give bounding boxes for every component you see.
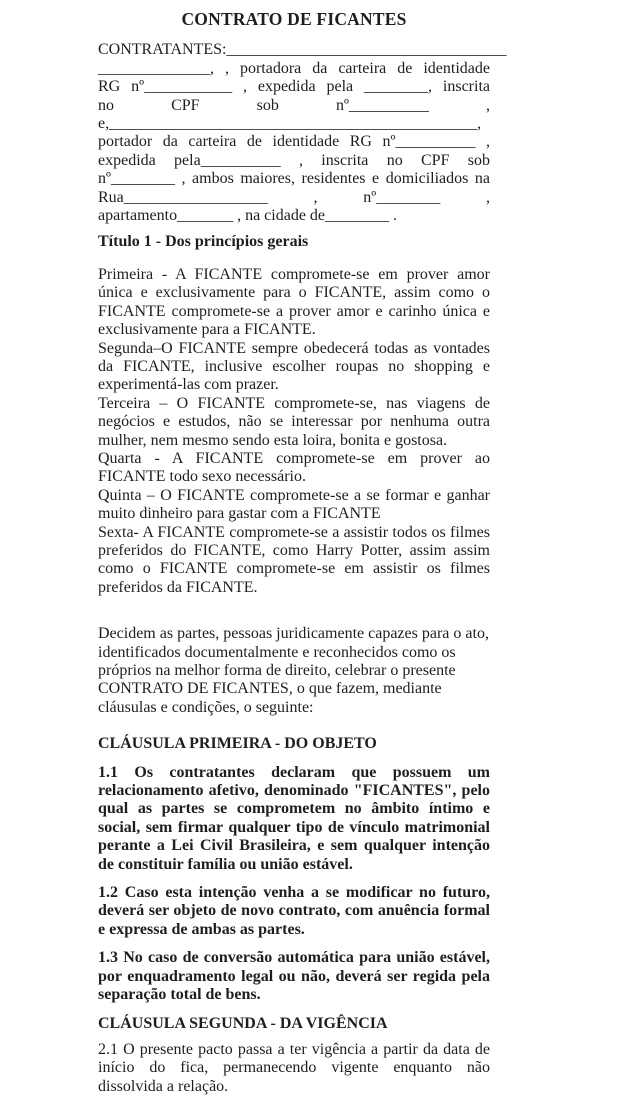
- parties-block: [98, 41, 507, 225]
- party-line-9: Rua__________________ , nº________ ,: [98, 188, 490, 206]
- party-line-5: e,______________________________________________,: [98, 115, 482, 133]
- preamble-paragraph: Decidem as partes, pessoas juridicamente capazes para o ato, identificados documentalmente e reconhecidos como os próprios na melhor forma de direito, celebrar o presente CONTRATO DE FICANTES, o que fazem, mediante cláusulas e condições, o seguinte:: [98, 625, 489, 716]
- clause-sexta: Sexta- A FICANTE compromete-se a assistir todos os filmes preferidos do FICANTE, como Harry Potter, assim assim como o FICANTE compromete-se em assistir os filmes preferidos da FICANTE.: [98, 523, 490, 596]
- item-1-2: 1.2 Caso esta intenção venha a se modificar no futuro, deverá ser objeto de novo contrato, com anuência formal e expressa de ambas as partes.: [98, 884, 490, 938]
- party-line-3: RG nº___________ , expedida pela ________, inscrita: [98, 78, 490, 96]
- titulo1-clauses: [98, 266, 490, 597]
- party-line-1: CONTRATANTES:___________________________________: [98, 41, 507, 59]
- clause-terceira: Terceira – O FICANTE compromete-se, nas viagens de negócios e estudos, não se interessar por nenhuma outra mulher, nem mesmo sendo esta loira, bonita e gostosa.: [98, 394, 490, 449]
- party-line-8: nº________ , ambos maiores, residentes e domiciliados na: [98, 170, 490, 188]
- clause-segunda: Segunda–O FICANTE sempre obedecerá todas as vontades da FICANTE, inclusive escolher roupas no shopping e experimentá-las com prazer.: [98, 339, 490, 394]
- clause-quinta: Quinta – O FICANTE compromete-se a se formar e ganhar muito dinheiro para gastar com a FICANTE: [98, 486, 490, 523]
- party-line-6: portador da carteira de identidade RG nº__________ ,: [98, 133, 490, 151]
- clausula-segunda-heading: CLÁUSULA SEGUNDA - DA VIGÊNCIA: [98, 1014, 388, 1032]
- clausula-primeira-heading: CLÁUSULA PRIMEIRA - DO OBJETO: [98, 735, 377, 753]
- clausula-segunda-items: [98, 1041, 490, 1096]
- party-line-7: expedida pela__________ , inscrita no CPF sob: [98, 151, 490, 169]
- titulo1-heading: Título 1 - Dos princípios gerais: [98, 233, 309, 251]
- party-line-10: apartamento_______ , na cidade de________ .: [98, 207, 398, 225]
- document-page: [98, 9, 507, 1096]
- party-line-4: no CPF sob nº__________ ,: [98, 96, 490, 114]
- clause-quarta: Quarta - A FICANTE compromete-se em prover ao FICANTE todo sexo necessário.: [98, 449, 490, 486]
- clausula-primeira-items: [98, 764, 490, 1005]
- item-2-1: 2.1 O presente pacto passa a ter vigência a partir da data de início do fica, permanecendo vigente enquanto não dissolvida a relação.: [98, 1040, 490, 1095]
- clause-primeira: Primeira - A FICANTE compromete-se em prover amor única e exclusivamente para o FICANTE, assim como o FICANTE compromete-se a prover amor e carinho única e exclusivamente para a FICANTE.: [98, 265, 490, 339]
- item-1-3: 1.3 No caso de conversão automática para união estável, por enquadramento legal ou não, deverá ser regida pela separação total de bens.: [98, 949, 490, 1004]
- page-title: CONTRATO DE FICANTES: [181, 9, 407, 29]
- party-line-2: ______________, , portadora da carteira de identidade: [98, 59, 490, 77]
- item-1-1: 1.1 Os contratantes declaram que possuem um relacionamento afetivo, denominado "FICANTES", pelo qual as partes se comprometem no âmbito íntimo e social, sem firmar qualquer tipo de vínculo matrimonial perante a Lei Civil Brasileira, e sem qualquer intenção de constituir família ou união estável.: [98, 763, 490, 873]
